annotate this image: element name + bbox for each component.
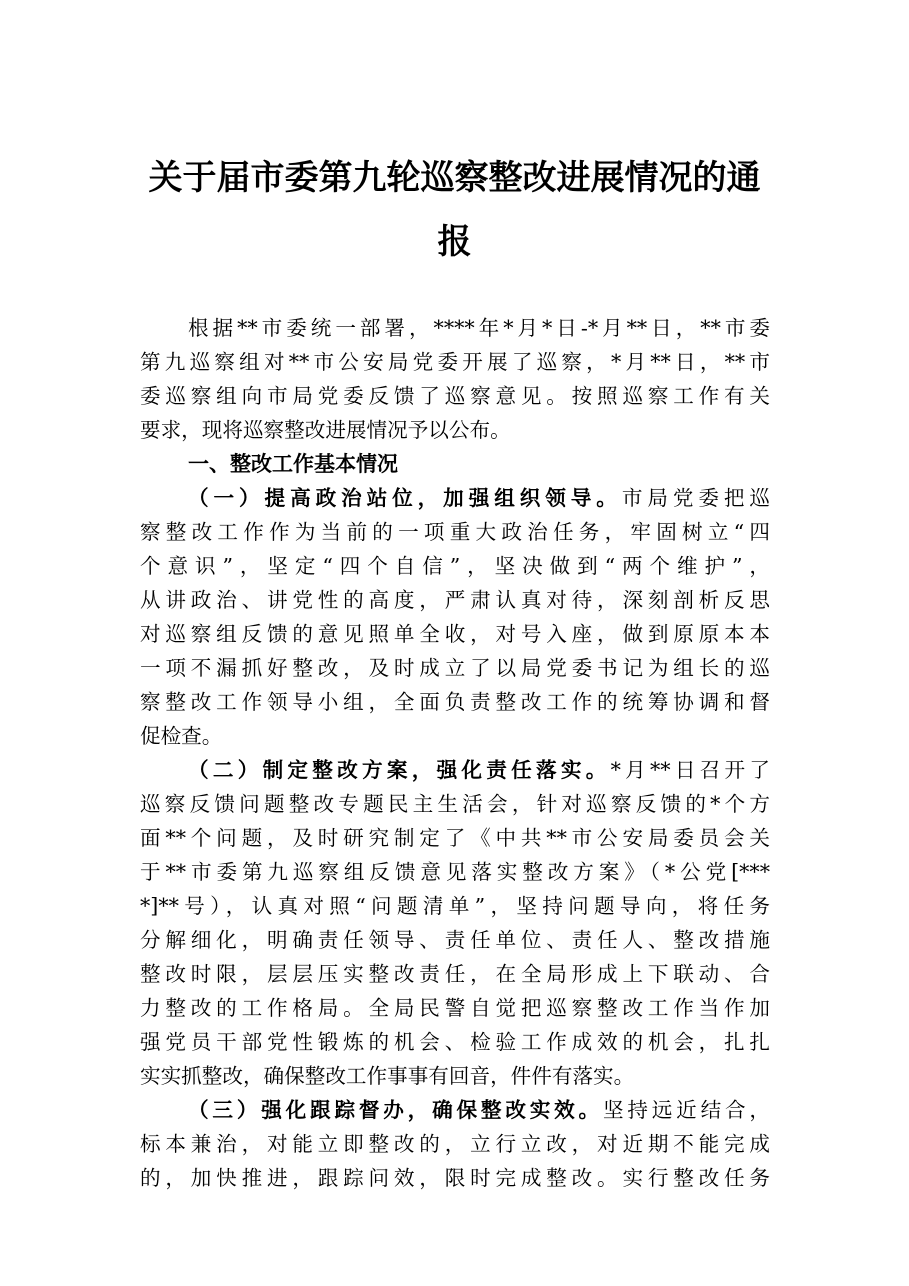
paragraph-2-lead: （二）制定整改方案，强化责任落实。: [188, 758, 611, 782]
paragraph-2-first-line: [188, 753, 770, 787]
paragraph-1-line: 察整改工作领导小组，全面负责整改工作的统筹协调和督: [140, 690, 770, 714]
section-heading: 一、整改工作基本情况: [188, 452, 398, 476]
paragraph-2-first-rest: *月**日召开了: [610, 758, 770, 782]
paragraph-1-first-line: [188, 481, 770, 515]
paragraph-2-line: 力整改的工作格局。全局民警自觉把巡察整改工作当作加: [140, 996, 770, 1020]
document-title-line-1: 关于届市委第九轮巡察整改进展情况的通: [148, 158, 761, 198]
paragraph-2-line: 于**市委第九巡察组反馈意见落实整改方案》（*公党[***: [140, 860, 770, 884]
intro-line: 第九巡察组对**市公安局党委开展了巡察，*月**日，**市: [140, 350, 770, 374]
paragraph-3-lead: （三）强化跟踪督办，确保整改实效。: [188, 1098, 603, 1122]
paragraph-2-line: 强党员干部党性锻炼的机会、检验工作成效的机会，扎扎: [140, 1030, 770, 1054]
paragraph-1-lead: （一）提高政治站位，加强组织领导。: [188, 486, 622, 510]
paragraph-2-line: 面**个问题，及时研究制定了《中共**市公安局委员会关: [140, 826, 770, 850]
intro-line: 要求，现将巡察整改进展情况予以公布。: [140, 418, 511, 442]
paragraph-2-line: 整改时限，层层压实整改责任，在全局形成上下联动、合: [140, 962, 770, 986]
paragraph-3-line: 标本兼治，对能立即整改的，立行立改，对近期不能完成: [140, 1132, 770, 1156]
paragraph-2-line: 分解细化，明确责任领导、责任单位、责任人、整改措施: [140, 928, 770, 952]
paragraph-1-line: 一项不漏抓好整改，及时成立了以局党委书记为组长的巡: [140, 656, 770, 680]
intro-line: 根据**市委统一部署，****年*月*日-*月**日，**市委: [188, 316, 770, 340]
paragraph-1-line: 个意识”，坚定“四个自信”，坚决做到“两个维护”，: [140, 554, 770, 578]
intro-line: 委巡察组向市局党委反馈了巡察意见。按照巡察工作有关: [140, 384, 770, 408]
paragraph-2-line: 实实抓整改，确保整改工作事事有回音，件件有落实。: [140, 1064, 635, 1088]
paragraph-3-line: 的，加快推进，跟踪问效，限时完成整改。实行整改任务: [140, 1166, 770, 1190]
paragraph-1-line: 从讲政治、讲党性的高度，严肃认真对待，深刻剖析反思: [140, 588, 770, 612]
paragraph-1-line: 对巡察组反馈的意见照单全收，对号入座，做到原原本本: [140, 622, 770, 646]
paragraph-1-line: 察整改工作作为当前的一项重大政治任务，牢固树立“四: [140, 520, 770, 544]
paragraph-1-first-rest: 市局党委把巡: [621, 486, 770, 510]
paragraph-1-line: 促检查。: [140, 724, 223, 748]
paragraph-3-first-rest: 坚持远近结合，: [602, 1098, 770, 1122]
paragraph-2-line: *]**号），认真对照“问题清单”，坚持问题导向，将任务: [140, 894, 770, 918]
document-title-line-2: 报: [437, 222, 472, 262]
paragraph-3-first-line: [188, 1093, 770, 1127]
paragraph-2-line: 巡察反馈问题整改专题民主生活会，针对巡察反馈的*个方: [140, 792, 770, 816]
